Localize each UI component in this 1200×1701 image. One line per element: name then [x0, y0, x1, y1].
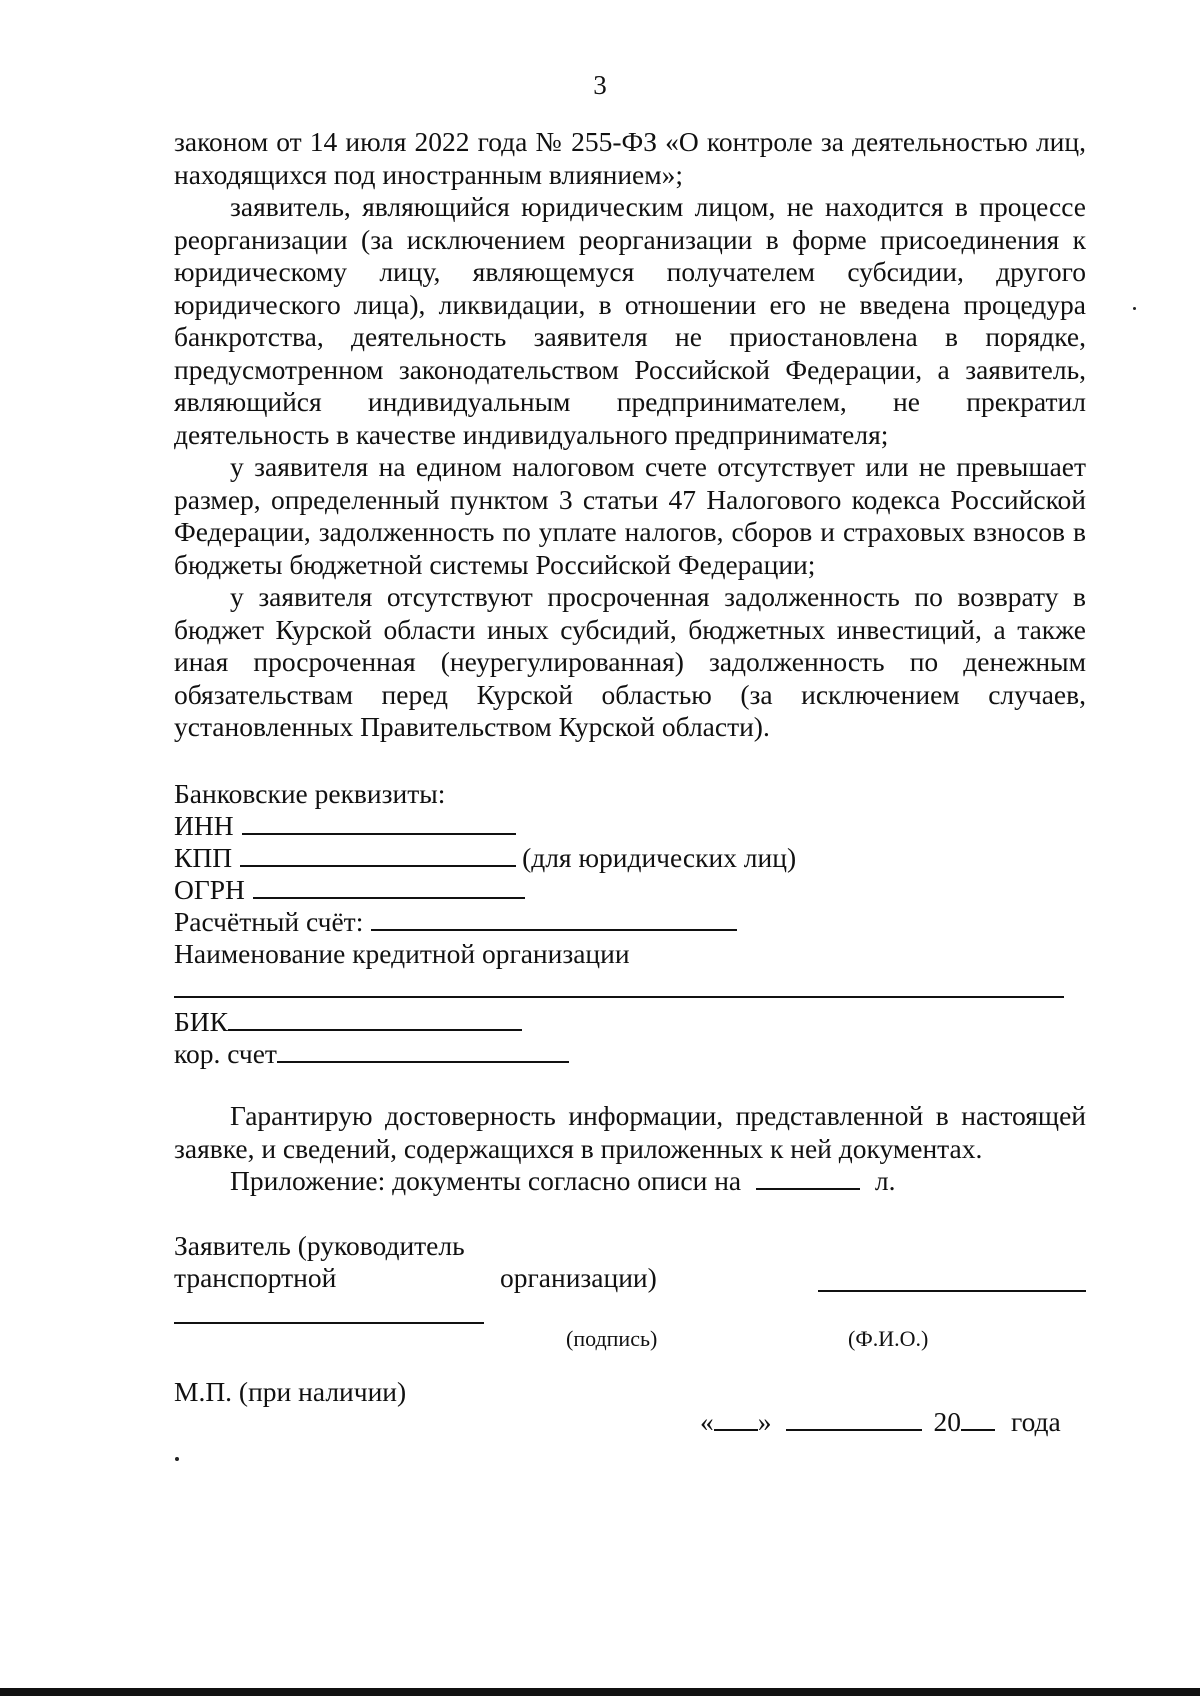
attachment-line: [230, 1165, 896, 1197]
scan-bottom-edge: [0, 1688, 1200, 1696]
paragraph-law-reference: законом от 14 июля 2022 года № 255-ФЗ «О контроле за деятельностью лиц, находящихся под иностранным влиянием»;: [174, 126, 1086, 190]
bank-heading: Банковские реквизиты:: [174, 778, 446, 809]
page-number: 3: [593, 70, 607, 100]
account-row: [174, 906, 1086, 938]
paragraph-overdue-debt: у заявителя отсутствуют просроченная задолженность по возврату в бюджет Курской области иных субсидий, бюджетных инвестиций, а также иная просроченная (неурегулированная) задолженность по денежным обязательствам перед Курской областью (за исключением случаев, установленных Правительством Курской области).: [174, 581, 1086, 742]
signatory-title-line2a: транспортной: [174, 1262, 337, 1293]
inn-blank-line: [242, 811, 516, 835]
body-text: [174, 126, 1086, 744]
bank-details-continued: [174, 1006, 569, 1070]
guarantee-block: [174, 1100, 1086, 1165]
scan-dot: [175, 1457, 179, 1461]
inn-label: ИНН: [174, 810, 234, 841]
guarantee-text: Гарантирую достоверность информации, представленной в настоящей заявке, и сведений, содержащихся в приложенных к ней документах.: [174, 1100, 1086, 1164]
date-open-quote: «: [700, 1406, 714, 1437]
name-blank-line: [174, 1322, 484, 1324]
fio-caption: (Ф.И.О.): [848, 1326, 929, 1351]
date-year-blank: [961, 1407, 995, 1431]
scan-speck: [1133, 307, 1136, 310]
date-row: [700, 1406, 1061, 1438]
signature-caption: (подпись): [566, 1326, 658, 1351]
account-blank-line: [371, 907, 737, 931]
bik-row: [174, 1006, 569, 1038]
bik-blank-line: [228, 1007, 522, 1031]
date-day-blank: [714, 1407, 758, 1431]
account-label: Расчётный счёт:: [174, 906, 364, 937]
corr-account-label: кор. счет: [174, 1038, 277, 1069]
kpp-row: [174, 842, 1086, 874]
kpp-blank-line: [240, 843, 516, 867]
attachment-suffix: л.: [874, 1165, 896, 1196]
date-close-quote: »: [757, 1406, 772, 1437]
bank-details: [174, 778, 1086, 970]
ogrn-blank-line: [253, 875, 525, 899]
bank-name-blank-line: [174, 996, 1064, 998]
corr-account-blank-line: [277, 1039, 569, 1063]
attachment-prefix: Приложение: документы согласно описи на: [230, 1165, 742, 1196]
bank-name-label: Наименование кредитной организации: [174, 938, 630, 969]
bank-name-row: [174, 938, 1086, 970]
signatory-title-line2b: организации): [500, 1262, 657, 1293]
date-year-suffix: года: [1011, 1406, 1061, 1437]
ogrn-label: ОГРН: [174, 874, 245, 905]
bik-label: БИК: [174, 1006, 228, 1037]
signatory-title-line1: Заявитель (руководитель: [174, 1230, 465, 1261]
signature-blank-line: [818, 1290, 1086, 1292]
kpp-label: КПП: [174, 842, 233, 873]
paragraph-tax-debt: у заявителя на едином налоговом счете отсутствует или не превышает размер, определенный пунктом 3 статьи 47 Налогового кодекса Российской Федерации, задолженность по уплате налогов, сборов и страховых взносов в бюджеты бюджетной системы Российской Федерации;: [174, 451, 1086, 580]
date-year-prefix: 20: [933, 1406, 961, 1437]
kpp-note: (для юридических лиц): [522, 842, 797, 873]
date-month-blank: [786, 1407, 922, 1431]
attachment-pages-blank: [756, 1166, 860, 1190]
inn-row: [174, 810, 1086, 842]
bank-heading-row: [174, 778, 1086, 810]
ogrn-row: [174, 874, 1086, 906]
stamp-label: М.П. (при наличии): [174, 1376, 407, 1407]
corr-account-row: [174, 1038, 569, 1070]
paragraph-reorganization: заявитель, являющийся юридическим лицом, не находится в процессе реорганизации (за исключением реорганизации в форме присоединения к юридическому лицу, являющемуся получателем субсидии, другого юридического лица), ликвидации, в отношении его не введена процедура банкротства, деятельность заявителя не приостановлена в порядке, предусмотренном законодательством Российской Федерации, а заявитель, являющийся индивидуальным предпринимателем, не прекратил деятельность в качестве индивидуального предпринимателя;: [174, 191, 1086, 450]
